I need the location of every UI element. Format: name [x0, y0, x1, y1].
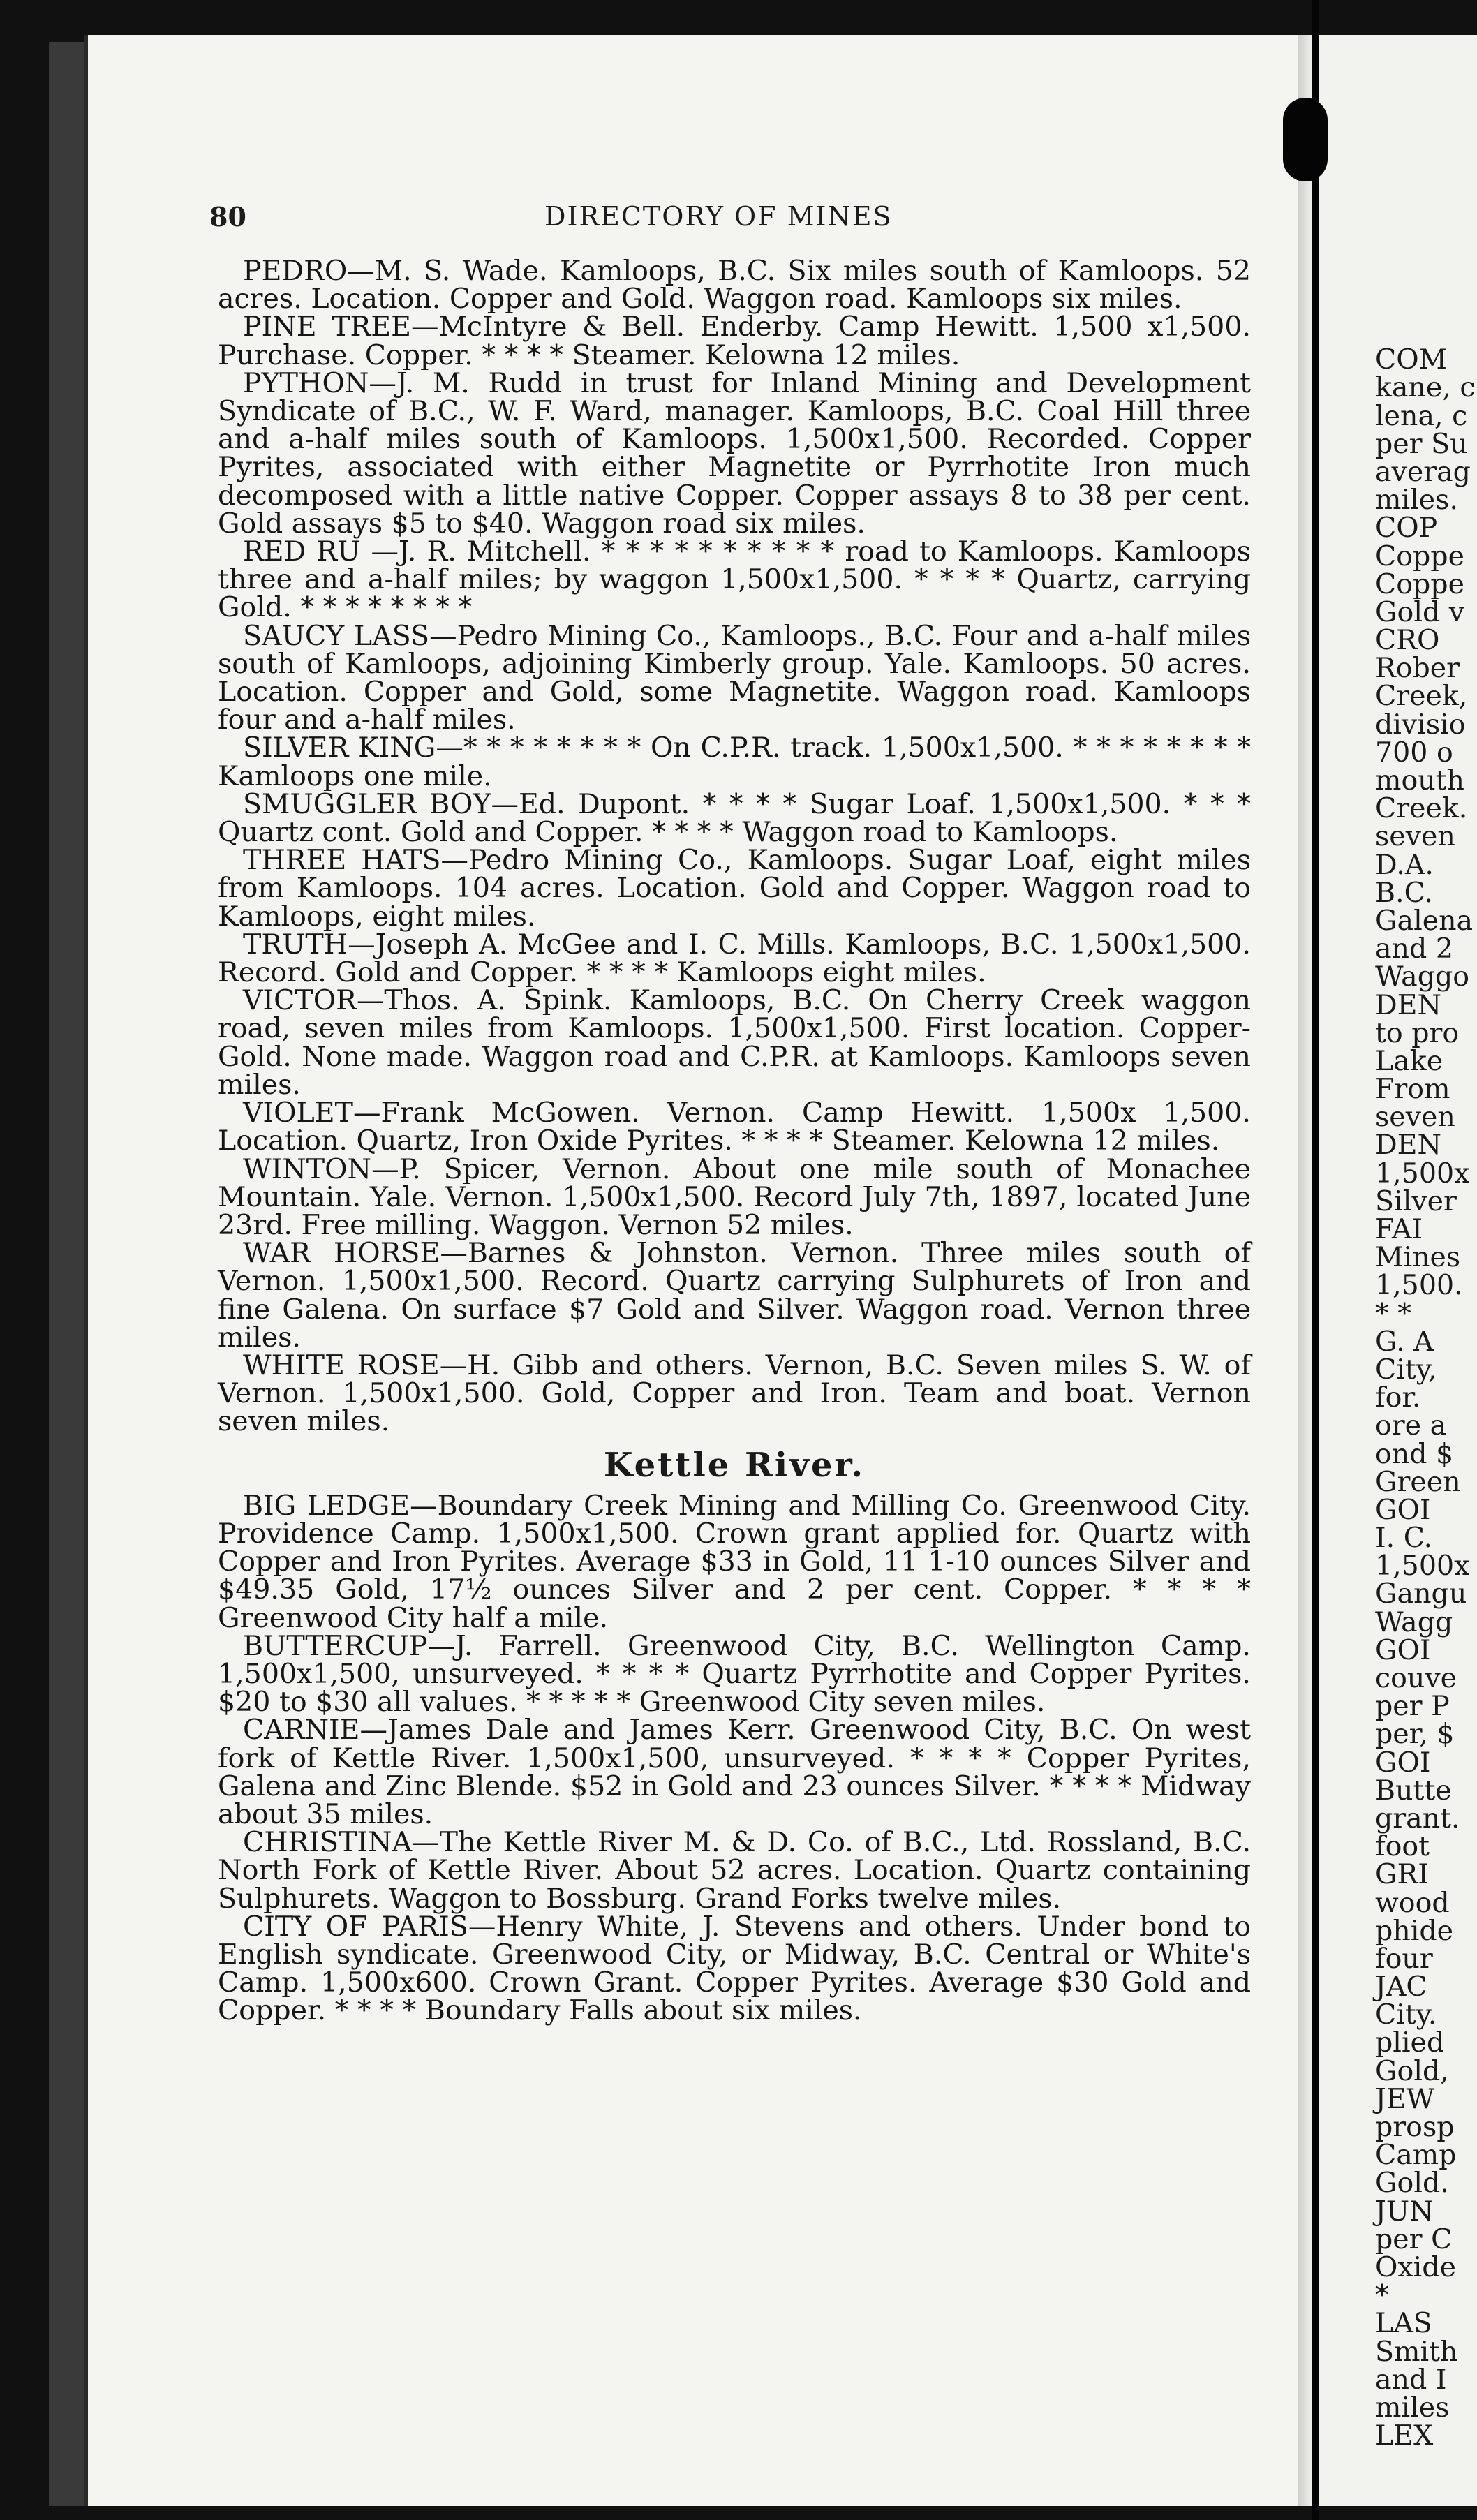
mine-entry	[218, 535, 1251, 624]
mine-entry	[218, 1716, 1251, 1828]
page-header	[209, 201, 1256, 243]
next-page-line: JUN	[1375, 2195, 1434, 2228]
mine-entry	[218, 928, 1251, 989]
next-page-line: 1,500x	[1375, 1550, 1470, 1583]
mine-name: CARNIE	[243, 1714, 360, 1747]
mine-entry	[218, 1629, 1251, 1719]
mine-details: —Ed. Dupont. * * * * Sugar Loaf. 1,500x1,500. * * * Quartz cont. Gold and Copper. * * * * Waggon road to Kamloops.	[218, 787, 1252, 849]
mine-name: CHRISTINA	[243, 1826, 413, 1859]
next-page-line: Smith	[1375, 2335, 1458, 2368]
next-page-line: From	[1375, 1073, 1450, 1106]
mine-name: SMUGGLER BOY	[243, 787, 491, 820]
mine-entry	[218, 986, 1251, 1099]
page-edge-shadow	[1298, 35, 1312, 2506]
next-page-line: DEN	[1375, 1129, 1442, 1162]
mine-details: —McIntyre & Bell. Enderby. Camp Hewitt. 1,500 x1,500. Purchase. Copper. * * * * Steamer. Kelowna 12 miles.	[218, 311, 1251, 371]
mine-details: —J. R. Mitchell. * * * * * * * * * * road to Kamloops. Kamloops three and a-half miles; by waggon 1,500x1,500. * * * * Quartz, carrying Gold. * * * * * * * *	[218, 535, 1251, 624]
next-page-line	[1375, 318, 1477, 346]
mine-name: SILVER KING	[243, 732, 436, 764]
next-page-line: for.	[1375, 1381, 1421, 1414]
mine-details: —The Kettle River M. & D. Co. of B.C., Ltd. Rossland, B.C. North Fork of Kettle River. About 52 acres. Location. Quartz containing Sulphurets. Waggon to Bossburg. Grand Forks twelve miles.	[218, 1826, 1251, 1915]
next-page-line: * *	[1375, 1297, 1412, 1330]
mine-name: WHITE ROSE	[243, 1349, 440, 1381]
mine-name: RED RU	[243, 535, 361, 568]
mine-name: WAR HORSE	[243, 1237, 440, 1270]
next-page-line: CRO	[1375, 624, 1440, 657]
mine-name: THREE HATS	[243, 844, 441, 877]
next-page-line: ond $	[1375, 1437, 1454, 1470]
next-page-line: City.	[1375, 1999, 1437, 2031]
mine-details: —* * * * * * * * On C.P.R. track. 1,500x1,500. * * * * * * * * Kamloops one mile.	[218, 732, 1252, 792]
mine-details: —J. M. Rudd in trust for Inland Mining and Development Syndicate of B.C., W. F. Ward, manager. Kamloops, B.C. Coal Hill three and a-half miles south of Kamloops. 1,500x1,500. Recorded. Copper Pyrites, associated with either Magnetite or Pyrrhotite Iron much decomposed with a little native Copper. Copper assays 8 to 38 per cent. Gold assays $5 to $40. Waggon road six miles.	[218, 366, 1251, 540]
next-page-line: Rober	[1375, 652, 1460, 685]
next-page-line: couve	[1375, 1662, 1457, 1694]
mine-details: —J. Farrell. Greenwood City, B.C. Wellington Camp. 1,500x1,500, unsurveyed. * * * * Quartz Pyrrhotite and Copper Pyrites. $20 to $30 all values. * * * * * Greenwood City seven miles.	[218, 1629, 1251, 1719]
mine-details: —Pedro Mining Co., Kamloops., B.C. Four and a-half miles south of Kamloops, adjoining Kimberly group. Yale. Kamloops. 50 acres. Location. Copper and Gold, some Magnetite. Waggon road. Kamloops four and a-half miles.	[218, 619, 1251, 736]
mine-entry	[218, 1828, 1251, 1913]
next-page-line: JAC	[1375, 1971, 1427, 2003]
next-page-line: GOI	[1375, 1633, 1431, 1666]
mine-name: CITY OF PARIS	[243, 1910, 468, 1943]
mine-details: —Joseph A. McGee and I. C. Mills. Kamloops, B.C. 1,500x1,500. Record. Gold and Copper. * * * * Kamloops eight miles.	[218, 928, 1251, 989]
entries-list-kamloops-vernon	[218, 257, 1251, 1436]
next-page-line: City,	[1375, 1353, 1437, 1386]
next-page-line: LEX	[1375, 2419, 1434, 2452]
next-page-line: DEN	[1375, 988, 1442, 1021]
next-page-line: Waggo	[1375, 961, 1470, 993]
next-page-line: GOI	[1375, 1746, 1431, 1779]
next-page-line: Gangu	[1375, 1578, 1467, 1610]
next-page-line: plied	[1375, 2026, 1445, 2059]
binding-hole	[1283, 98, 1328, 181]
mine-details: —P. Spicer, Vernon. About one mile south of Monachee Mountain. Yale. Vernon. 1,500x1,500. Record July 7th, 1897, located June 23rd. Free milling. Waggon. Vernon 52 miles.	[218, 1152, 1251, 1241]
mine-name: BUTTERCUP	[243, 1629, 428, 1662]
mine-name: TRUTH	[243, 928, 348, 961]
next-page-line: LAS	[1375, 2307, 1432, 2340]
next-page-line: D.A.	[1375, 848, 1434, 881]
next-page-line: per C	[1375, 2223, 1453, 2255]
next-page-line: miles	[1375, 2391, 1450, 2424]
next-page-line: prosp	[1375, 2111, 1455, 2143]
next-page-line: Lake	[1375, 1044, 1443, 1077]
mine-entry	[218, 734, 1251, 790]
mine-name: VICTOR	[243, 984, 357, 1017]
next-page-line: grant.	[1375, 1802, 1460, 1835]
next-page-line: G. A	[1375, 1325, 1434, 1358]
next-page-line: Butte	[1375, 1774, 1452, 1807]
next-page-line: 1,500x	[1375, 1157, 1470, 1189]
next-page-line: JEW	[1375, 2082, 1435, 2115]
next-page-line: Coppe	[1375, 568, 1464, 600]
page-gutter	[1312, 0, 1319, 2520]
mine-entry	[218, 1910, 1251, 2027]
entries-list-kettle-river	[218, 1489, 1251, 2027]
next-page-line: to pro	[1375, 1016, 1460, 1049]
next-page-line: Coppe	[1375, 540, 1464, 572]
next-page-line: Gold v	[1375, 595, 1465, 628]
next-page-text	[1375, 318, 1477, 2452]
next-page-line: wood	[1375, 1886, 1450, 1919]
mine-details: —Barnes & Johnston. Vernon. Three miles south of Vernon. 1,500x1,500. Record. Quartz carrying Sulphurets of Iron and fine Galena. On surface $7 Gold and Silver. Waggon road. Vernon three miles.	[218, 1237, 1251, 1354]
mine-details: —Thos. A. Spink. Kamloops, B.C. On Cherry Creek waggon road, seven miles from Kamloops. 1,500x1,500. First location. Copper-Gold. None made. Waggon road and C.P.R. at Kamloops. Kamloops seven miles.	[218, 984, 1251, 1101]
mine-entry	[218, 1152, 1251, 1241]
next-page-line: and I	[1375, 2363, 1447, 2396]
next-page-line: GRI	[1375, 1858, 1429, 1891]
mine-details: —Boundary Creek Mining and Milling Co. Greenwood City. Providence Camp. 1,500x1,500. Crown grant applied for. Quartz with Copper and Iron Pyrites. Average $33 in Gold, 11 1-10 ounces Silver and $49.35 Gold, 17½ ounces Silver and 2 per cent. Copper. * * * * Greenwood City half a mile.	[218, 1489, 1251, 1634]
next-page-line: ore a	[1375, 1409, 1447, 1442]
mine-entry	[218, 619, 1251, 736]
next-page-line: lena, c	[1375, 399, 1468, 432]
next-page-line: 700 o	[1375, 736, 1453, 769]
next-page-line: and 2	[1375, 933, 1453, 965]
next-page-line: Creek.	[1375, 792, 1468, 825]
next-page-line: Wagg	[1375, 1606, 1453, 1638]
next-page-line: COM	[1375, 343, 1448, 376]
mine-name: SAUCY LASS	[243, 619, 430, 652]
mine-entry	[218, 255, 1251, 316]
mine-name: PEDRO	[243, 255, 348, 287]
mine-entry	[218, 846, 1251, 931]
next-page-line: Mines	[1375, 1241, 1461, 1274]
next-page-line: 1,500.	[1375, 1269, 1463, 1302]
section-heading: Kettle River.	[603, 1445, 866, 1485]
next-page-line: Oxide	[1375, 2251, 1456, 2283]
next-page-line: COP	[1375, 512, 1438, 544]
mine-details: —Henry White, J. Stevens and others. Under bond to English syndicate. Greenwood City, or Midway, B.C. Central or White's Camp. 1,500x600. Crown Grant. Copper Pyrites. Average $30 Gold and Copper. * * * * Boundary Falls about six miles.	[218, 1910, 1251, 2027]
mine-name: VIOLET	[243, 1097, 353, 1129]
mine-details: —M. S. Wade. Kamloops, B.C. Six miles south of Kamloops. 52 acres. Location. Copper and Gold. Waggon road. Kamloops six miles.	[218, 255, 1251, 316]
mine-details: —James Dale and James Kerr. Greenwood City, B.C. On west fork of Kettle River. 1,500x1,500, unsurveyed. * * * * Copper Pyrites, Galena and Zinc Blende. $52 in Gold and 23 ounces Silver. * * * * Midway about 35 miles.	[218, 1714, 1251, 1830]
next-page-line: B.C.	[1375, 876, 1433, 909]
mine-entry	[218, 1237, 1251, 1354]
next-page-fragment	[1319, 35, 1477, 2506]
next-page-line: Gold,	[1375, 2054, 1449, 2087]
next-page-line: per Su	[1375, 427, 1468, 460]
mine-entry	[218, 366, 1251, 540]
next-page-line: Silver	[1375, 1185, 1457, 1217]
next-page-line: per P	[1375, 1690, 1450, 1723]
next-page-line: divisio	[1375, 708, 1466, 741]
next-page-line: GOI	[1375, 1493, 1431, 1526]
next-page-line: foot	[1375, 1830, 1430, 1863]
next-page-line: Creek,	[1375, 680, 1468, 713]
mine-details: —Pedro Mining Co., Kamloops. Sugar Loaf, eight miles from Kamloops. 104 acres. Location. Gold and Copper. Waggon road to Kamloops, eight miles.	[218, 844, 1251, 933]
next-page-line: averag	[1375, 455, 1471, 488]
next-page-line: FAI	[1375, 1213, 1423, 1245]
next-page-line: per, $	[1375, 1718, 1455, 1751]
next-page-line: mouth	[1375, 764, 1464, 796]
next-page-line: Galena	[1375, 904, 1474, 937]
mine-entry	[218, 1489, 1251, 1634]
next-page-line: four	[1375, 1942, 1433, 1975]
mine-details: —H. Gibb and others. Vernon, B.C. Seven miles S. W. of Vernon. 1,500x1,500. Gold, Copper and Iron. Team and boat. Vernon seven miles.	[218, 1349, 1251, 1438]
mine-name: PYTHON	[243, 366, 369, 399]
next-page-line: seven	[1375, 1101, 1455, 1134]
mine-details: —Frank McGowen. Vernon. Camp Hewitt. 1,500x 1,500. Location. Quartz, Iron Oxide Pyrites. * * * * Steamer. Kelowna 12 miles.	[218, 1097, 1251, 1157]
next-page-line: *	[1375, 2279, 1389, 2312]
mine-name: WINTON	[243, 1152, 372, 1185]
next-page-line: Camp	[1375, 2139, 1457, 2172]
next-page-line: kane, c	[1375, 371, 1476, 404]
next-page-line: phide	[1375, 1914, 1454, 1947]
page-number: 80	[209, 201, 246, 232]
mine-entry	[218, 1099, 1251, 1155]
next-page-line: I. C.	[1375, 1522, 1433, 1555]
mine-name: BIG LEDGE	[243, 1489, 410, 1522]
mine-entry	[218, 313, 1251, 369]
next-page-line: seven	[1375, 820, 1455, 853]
next-page-line: Green	[1375, 1465, 1461, 1498]
mine-entry	[218, 1351, 1251, 1436]
mine-entry	[218, 787, 1252, 849]
mine-directory-column	[218, 257, 1251, 2025]
mine-name: PINE TREE	[243, 311, 411, 343]
running-head: DIRECTORY OF MINES	[544, 201, 893, 232]
next-page-line: Gold.	[1375, 2167, 1449, 2200]
next-page-line: miles.	[1375, 484, 1458, 517]
